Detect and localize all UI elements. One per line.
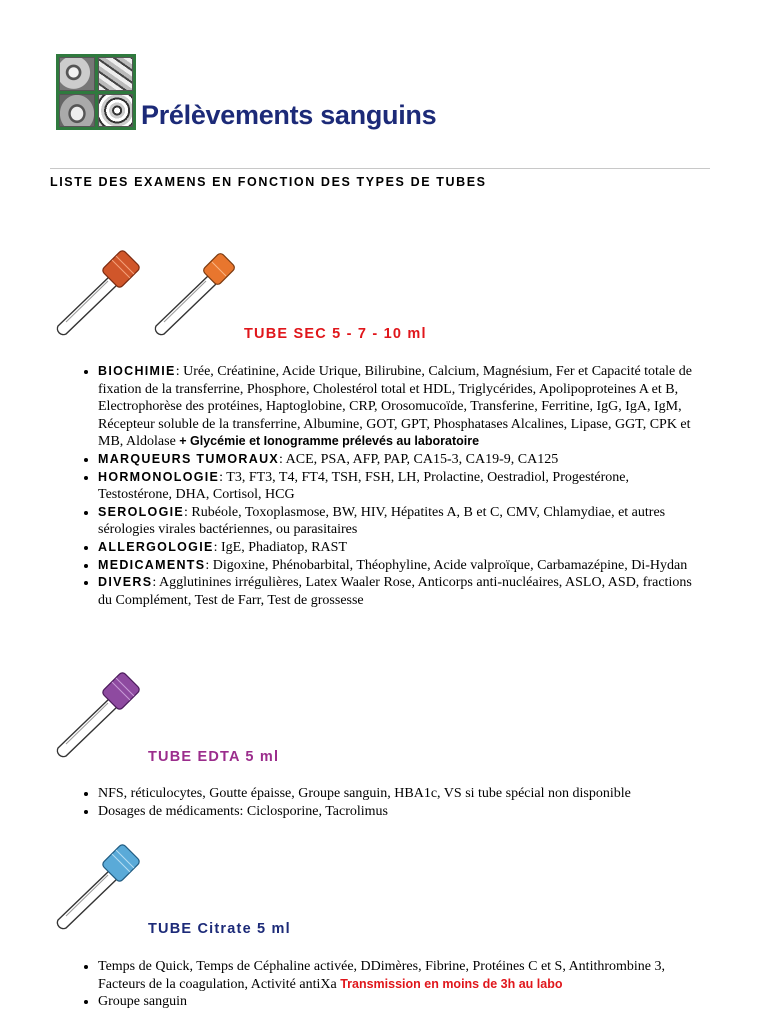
list-item: • Dosages de médicaments: Ciclosporine, Tacrolimus: [98, 803, 698, 821]
transmission-note: Transmission en moins de 3h au labo: [340, 976, 563, 991]
logo-cell-image: [98, 57, 134, 91]
tube-edta-list: [70, 785, 698, 820]
list-item-text: : Rubéole, Toxoplasmose, BW, HIV, Hépatites A, B et C, CMV, Chlamydiae, et autres sérologies virales bactériennes, ou parasitaires: [98, 504, 666, 538]
list-item-text: : Agglutinines irrégulières, Latex Waaler Rose, Anticorps anti-nucléaires, ASLO, ASD, fractions du Complément, Test de Farr, Test de grossesse: [98, 575, 692, 608]
tube-citrate-list: [70, 958, 698, 1011]
list-item: [98, 958, 698, 993]
list-item-text: : T3, FT3, T4, FT4, TSH, FSH, LH, Prolactine, Oestradiol, Progestérone, Testostérone, DHA, Cortisol, HCG: [98, 469, 630, 503]
page-title: Prélèvements sanguins: [141, 100, 437, 130]
list-item-text: Groupe sanguin: [98, 994, 188, 1010]
category-label: DIVERS: [98, 575, 153, 590]
list-item: [98, 504, 698, 539]
list-item-text: : ACE, PSA, AFP, PAP, CA15-3, CA19-9, CA125: [279, 451, 559, 467]
list-item-text: : Digoxine, Phénobarbital, Théophyline, Acide valproïque, Carbamazépine, Di-Hydan: [205, 557, 688, 573]
category-label: MEDICAMENTS: [98, 557, 206, 572]
list-item: [98, 993, 698, 1011]
list-item-text: : IgE, Phadiatop, RAST: [213, 539, 347, 555]
list-item: [98, 539, 698, 557]
tube-edta-label: TUBE EDTA 5 ml: [148, 749, 280, 765]
category-label: HORMONOLOGIE: [98, 469, 220, 484]
list-item-note: + Glycémie et Ionogramme prélevés au laboratoire: [175, 434, 480, 449]
category-label: MARQUEURS TUMORAUX: [98, 451, 280, 466]
list-item: [98, 469, 698, 504]
logo-cell-image: [59, 94, 95, 128]
logo-cell-image: [59, 57, 95, 91]
title-divider: [50, 168, 710, 169]
list-item-text: : Urée, Créatinine, Acide Urique, Bilirubine, Calcium, Magnésium, Fer et Capacité totale de fixation de la transferrine, Phosphore, Cholestérol total et HDL, Triglycérides, Apolipoproteines A et B, Electrophorèse des protéines, Haptoglobine, CRP, Orosomucoïde, Transferine, Ferritine, IgG, IgA, IgM, Récepteur soluble de la transferrine, Albumine, GOT, GPT, Phosphatases Alcalines, Lipase, GGT, CPK et MB, Aldolase: [98, 364, 692, 450]
list-item: [98, 574, 698, 609]
tube-sec-label: TUBE SEC 5 - 7 - 10 ml: [244, 326, 427, 342]
page-subtitle: LISTE DES EXAMENS EN FONCTION DES TYPES DE TUBES: [50, 175, 487, 189]
logo-cell-image: [98, 94, 134, 128]
edta-tube-icon: [44, 668, 154, 768]
citrate-tube-icon: [44, 840, 154, 940]
dry-tube-icon: [142, 246, 252, 346]
category-label: BIOCHIMIE: [98, 364, 176, 378]
tube-sec-list: [70, 363, 698, 609]
logo-image: [56, 54, 136, 130]
list-item: • NFS, réticulocytes, Goutte épaisse, Groupe sanguin, HBA1c, VS si tube spécial non disponible: [98, 785, 698, 803]
category-label: SEROLOGIE: [98, 504, 185, 519]
dry-tube-icon: [44, 246, 154, 346]
category-label: ALLERGOLOGIE: [98, 539, 214, 554]
list-item: [98, 557, 698, 575]
list-item: [98, 363, 698, 451]
tube-citrate-label: TUBE Citrate 5 ml: [148, 921, 291, 937]
list-item-text: Temps de Quick, Temps de Céphaline activée, DDimères, Fibrine, Protéines C et S, Antithrombine 3, Facteurs de la coagulation, Activité antiXa: [98, 959, 666, 992]
list-item: [98, 451, 698, 469]
